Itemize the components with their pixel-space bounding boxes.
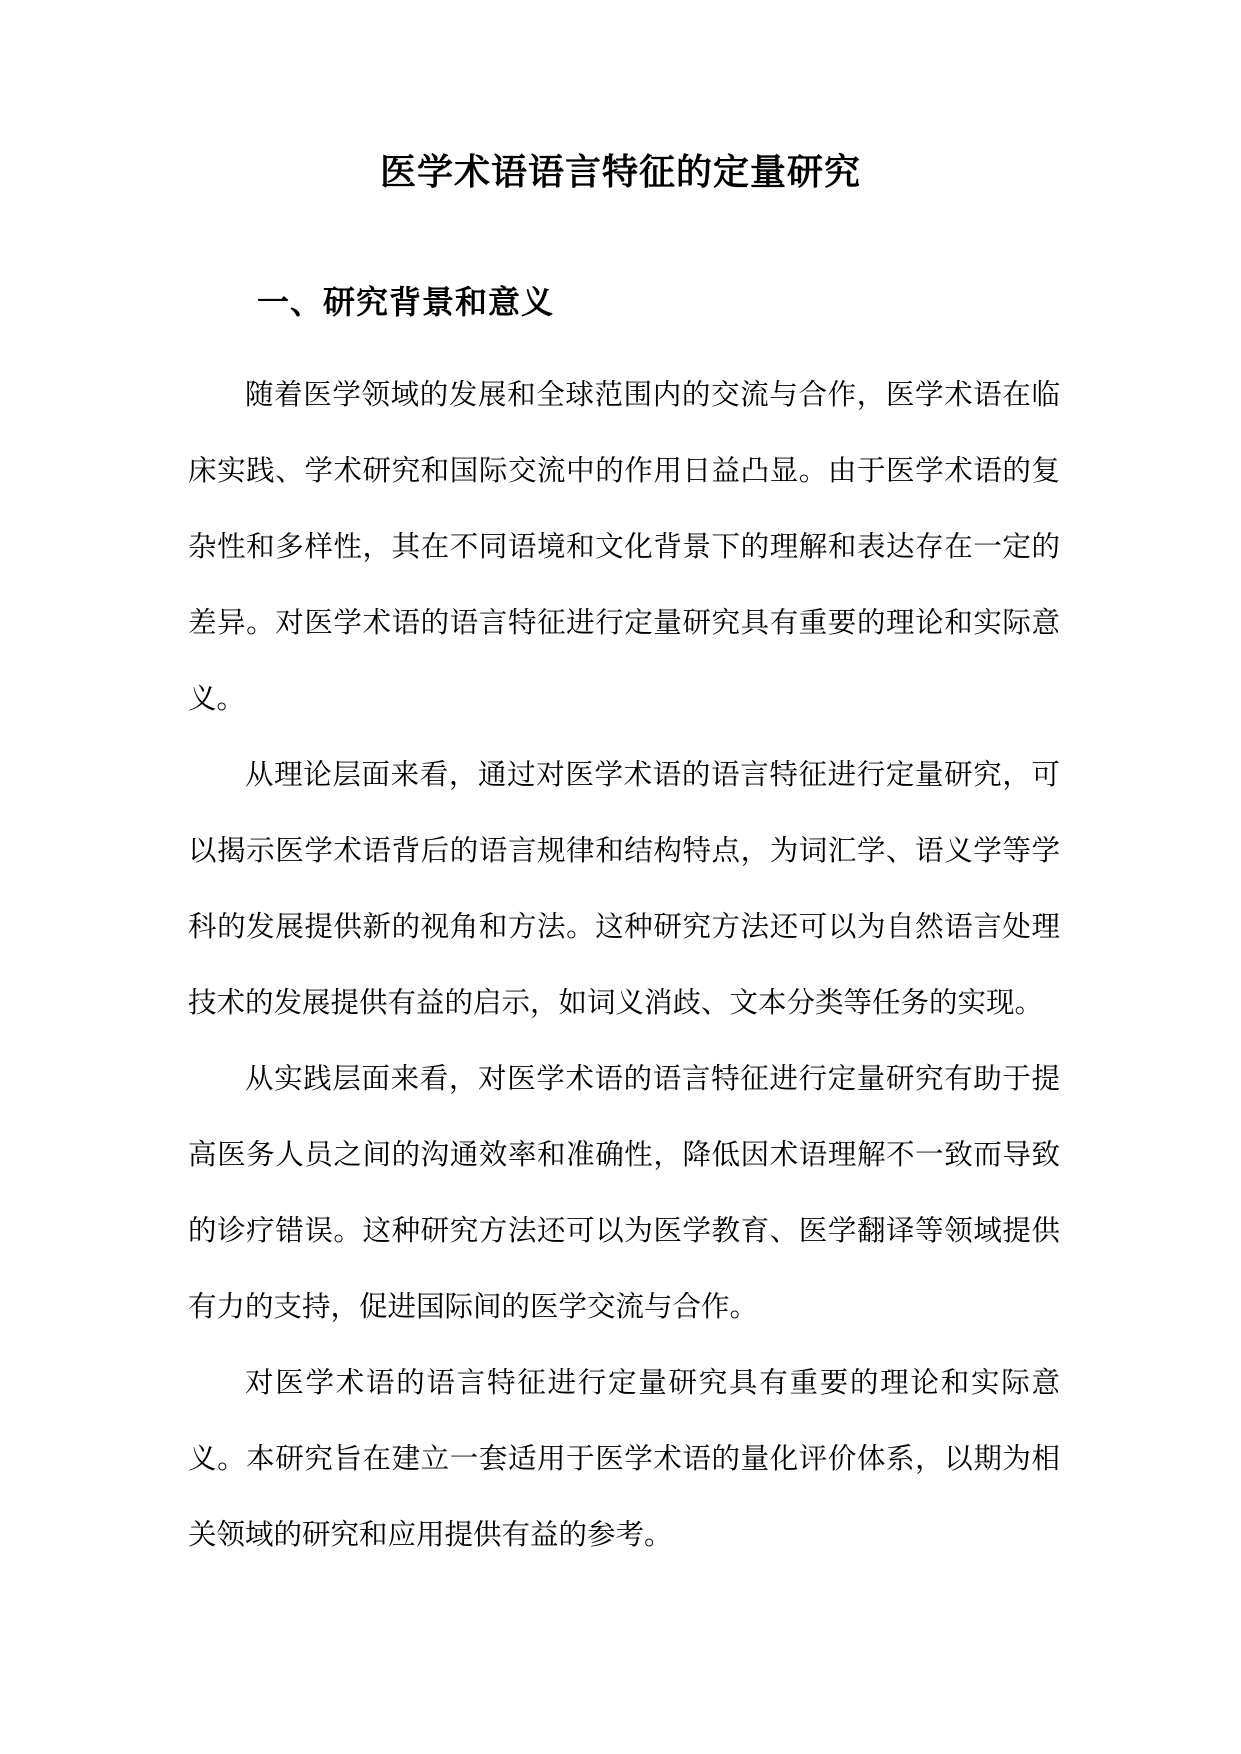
- document-title: 医学术语语言特征的定量研究: [379, 151, 861, 193]
- paragraph-summary: 对医学术语的语言特征进行定量研究具有重要的理论和实际意义。本研究旨在建立一套适用于医学术语的量化评价体系，以期为相关领域的研究和应用提供有益的参考。: [188, 1366, 1060, 1551]
- paragraph-theoretical: 从理论层面来看，通过对医学术语的语言特征进行定量研究，可以揭示医学术语背后的语言规律和结构特点，为词汇学、语义学等学科的发展提供新的视角和方法。这种研究方法还可以为自然语言处理技术的发展提供有益的启示，如词义消歧、文本分类等任务的实现。: [188, 758, 1060, 1019]
- paragraph-practical: 从实践层面来看，对医学术语的语言特征进行定量研究有助于提高医务人员之间的沟通效率和准确性，降低因术语理解不一致而导致的诊疗错误。这种研究方法还可以为医学教育、医学翻译等领域提供有力的支持，促进国际间的医学交流与合作。: [188, 1062, 1060, 1323]
- section-heading: 一、研究背景和意义: [257, 283, 555, 321]
- paragraph-background: 随着医学领域的发展和全球范围内的交流与合作，医学术语在临床实践、学术研究和国际交流中的作用日益凸显。由于医学术语的复杂性和多样性，其在不同语境和文化背景下的理解和表达存在一定的差异。对医学术语的语言特征进行定量研究具有重要的理论和实际意义。: [188, 378, 1060, 715]
